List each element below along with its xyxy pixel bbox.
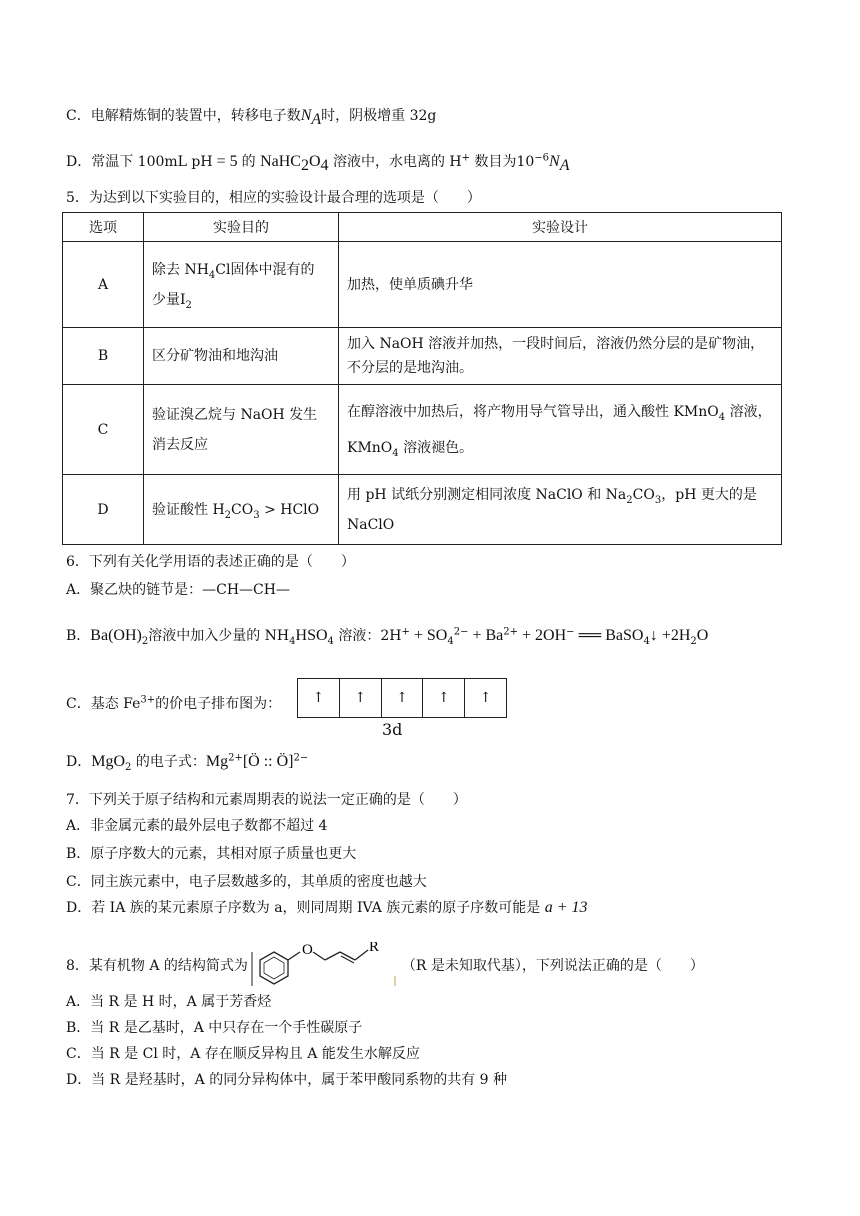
orbital-box (340, 679, 382, 717)
q7-option-d: D．若 IA 族的某元素原子序数为 a，则同周期 IVA 族元素的原子序数可能是 a + 13 (66, 899, 588, 916)
q4-option-c: C．电解精炼铜的装置中，转移电子数$N_A$时，阴极增重 32g (66, 107, 437, 128)
design-cell: 加入 NaOH 溶液并加热，一段时间后，溶液仍然分层的是矿物油，不分层的是地沟油。 (339, 328, 782, 385)
q6-option-c: C．基态 $Fe^{3+}$的价电子排布图为： (66, 694, 282, 712)
orbital-box (382, 679, 424, 717)
header-design: 实验设计 (339, 213, 782, 242)
q7-option-b: B．原子序数大的元素，其相对原子质量也更大 (66, 846, 357, 862)
q6-option-d: D．MgO$_2$ 的电子式：$Mg^{2+}[Ö$ :: Ö]$^{2-}$ (66, 752, 309, 773)
q8-option-b: B．当 R 是乙基时，A 中只存在一个手性碳原子 (66, 1020, 363, 1036)
header-option: 选项 (63, 213, 144, 242)
purpose-cell: 验证溴乙烷与 NaOH 发生消去反应 (144, 385, 339, 475)
q5-stem: 5．为达到以下实验目的，相应的实验设计最合理的选项是（ ） (66, 190, 481, 206)
design-cell: 加热，使单质碘升华 (339, 242, 782, 328)
structure-formula-image (250, 942, 400, 990)
q4-option-d: D．常温下 100mL pH = 5 的 $NaHC_2O_4$ 溶液中，水电离的 H+ 数目为$10^{-6}N_A$ (66, 152, 570, 174)
table-row: C 验证溴乙烷与 NaOH 发生消去反应 在醇溶液中加热后，将产物用导气管导出，通入酸性 KMnO$_4$ 溶液，KMnO$_4$ 溶液褪色。 (63, 385, 782, 475)
q8-option-c: C．当 R 是 Cl 时，A 存在顺反异构且 A 能发生水解反应 (66, 1046, 420, 1062)
table-row: B 区分矿物油和地沟油 加入 NaOH 溶液并加热，一段时间后，溶液仍然分层的是矿物油，不分层的是地沟油。 (63, 328, 782, 385)
q6-option-a: A．聚乙炔的链节是：—CH—CH— (66, 582, 290, 598)
q7-stem: 7．下列关于原子结构和元素周期表的说法一定正确的是（ ） (66, 792, 467, 808)
purpose-cell: 除去 $NH_4Cl$固体中混有的 少量$I_2$ (144, 242, 339, 328)
orbital-box (465, 679, 506, 717)
design-cell: 在醇溶液中加热后，将产物用导气管导出，通入酸性 KMnO$_4$ 溶液，KMnO$_4$ 溶液褪色。 (339, 385, 782, 475)
q7-option-c: C．同主族元素中，电子层数越多的，其单质的密度也越大 (66, 874, 427, 890)
table-header-row (63, 213, 782, 242)
q7-option-a: A．非金属元素的最外层电子数都不超过 4 (66, 818, 328, 834)
up-arrow-icon: ↑ (437, 690, 450, 706)
header-purpose: 实验目的 (144, 213, 339, 242)
q5-table (62, 212, 782, 545)
q6-stem: 6．下列有关化学用语的表述正确的是（ ） (66, 554, 355, 570)
purpose-cell: 区分矿物油和地沟油 (144, 328, 339, 385)
table-row: A 除去 $NH_4Cl$固体中混有的 少量$I_2$ 加热，使单质碘升华 (63, 242, 782, 328)
q8-option-a: A．当 R 是 H 时，A 属于芳香烃 (66, 994, 272, 1010)
orbital-label: 3d (382, 720, 403, 739)
table-row: D 验证酸性 $H_2CO_3$ > HClO 用 pH 试纸分别测定相同浓度 NaClO 和 $Na_2CO_3$，pH 更大的是 NaClO (63, 475, 782, 545)
orbital-box (298, 679, 340, 717)
design-cell: 用 pH 试纸分别测定相同浓度 NaClO 和 $Na_2CO_3$，pH 更大的是 NaClO (339, 475, 782, 545)
orbital-box (423, 679, 465, 717)
r-group-label: R (368, 942, 379, 955)
q6-option-b: B．$Ba(OH)_2$溶液中加入少量的 $NH_4HSO_4$ 溶液：$2H^+ + SO_4^{2-} + Ba^{2+} + 2OH^-$ ══ BaSO$_4$↓ $+2H_2O$ (66, 626, 709, 647)
oxygen-label: O (301, 942, 313, 958)
up-arrow-icon: ↑ (479, 690, 492, 706)
q8-stem: 8．某有机物 A 的结构简式为 O R （R 是未知取代基），下列说法正确的是（ ） (66, 942, 704, 990)
purpose-cell: 验证酸性 $H_2CO_3$ > HClO (144, 475, 339, 545)
up-arrow-icon: ↑ (354, 690, 367, 706)
up-arrow-icon: ↑ (312, 690, 325, 706)
orbital-diagram (297, 678, 507, 718)
q8-option-d: D．当 R 是羟基时，A 的同分异构体中，属于苯甲酸同系物的共有 9 种 (66, 1072, 508, 1088)
up-arrow-icon: ↑ (396, 690, 408, 706)
